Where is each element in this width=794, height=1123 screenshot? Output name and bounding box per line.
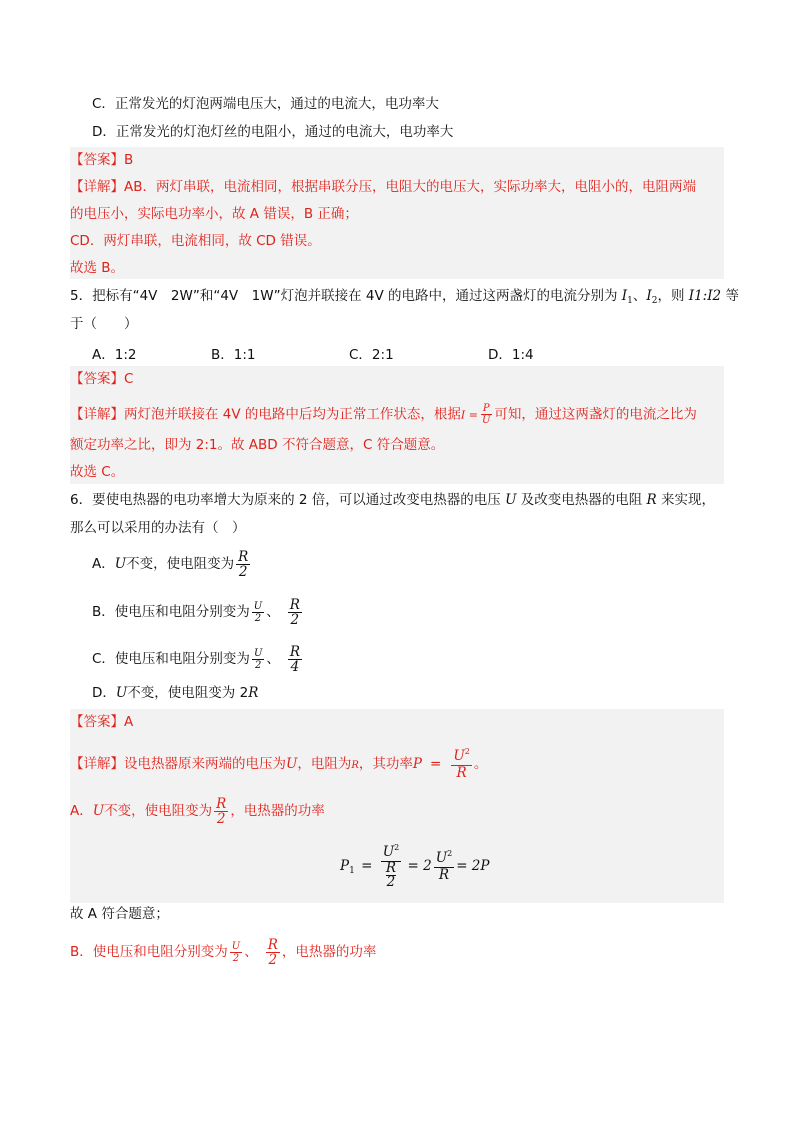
- q6-var-r: R: [646, 492, 657, 508]
- fraction-r-over-4: $\frac{R}{4}$: [289, 643, 301, 675]
- fraction-r-over-2: $\frac{R}{2}$: [216, 795, 227, 827]
- q5-detail-line-1: [70, 403, 697, 426]
- q5-stem-end: 等: [721, 288, 739, 304]
- q6-option-c: C．使电压和电阻分别变为 $\frac{U}{2}$ 、 $\frac{R}{4}$: [92, 643, 301, 675]
- q4-detail-line-3: CD．两灯串联，电流相同，故 CD 错误。: [70, 233, 321, 249]
- q4-conclusion: 故选 B。: [70, 260, 125, 276]
- option-c: C．正常发光的灯泡两端电压大，通过的电流大，电功率大: [92, 96, 439, 112]
- fraction-r-over-2: $\frac{R}{2}$: [267, 936, 278, 968]
- q6-detail-b: B．使电压和电阻分别变为 $\frac{U}{2}$ 、 $\frac{R}{2}$ ，电热器的功率: [70, 936, 377, 968]
- q5-detail-text-2: 可知，通过这两盏灯的电流之比为: [494, 406, 697, 423]
- q5-formula-fraction: $\frac{P}{U}$: [481, 403, 491, 426]
- q5-detail-line-2: 额定功率之比，即为 2:1。故 ABD 不符合题意，C 符合题意。: [70, 437, 445, 453]
- q6-stem-text: 6．要使电热器的电功率增大为原来的 2 倍，可以通过改变电热器的电压: [70, 492, 506, 508]
- q6-stem-line-2: 那么可以采用的办法有（ ）: [70, 520, 246, 536]
- q6-stem-text-3: 来实现，: [656, 492, 716, 508]
- fraction-r-over-2: $\frac{R}{2}$: [289, 596, 300, 628]
- q4-detail-line-1: 【详解】AB．两灯串联，电流相同，根据串联分压，电阻大的电压大，实际功率大，电阻小的，电阻两端: [70, 179, 696, 195]
- q5-conclusion: 故选 C。: [70, 464, 125, 480]
- q5-option-d: D．1:4: [488, 347, 534, 363]
- q5-ratio-pre: ，则: [657, 288, 689, 304]
- q6-answer: 【答案】A: [70, 714, 134, 730]
- compound-fraction: $U^2$ R 2: [382, 842, 400, 890]
- q6-option-d: D．U不变，使电阻变为 2R: [92, 685, 259, 701]
- q6-detail-a: A．U不变，使电阻变为 $\frac{R}{2}$ ，电热器的功率: [70, 795, 325, 827]
- q6-option-b: B．使电压和电阻分别变为 $\frac{U}{2}$ 、 $\frac{R}{2}$: [92, 596, 300, 628]
- q5-formula-lhs: I =: [460, 408, 478, 422]
- q5-i2: $I_2$: [646, 288, 658, 306]
- q5-i1: $I_1$: [621, 288, 633, 306]
- fraction-u-over-2: $\frac{U}{2}$: [231, 940, 241, 964]
- q5-stem-line-1: [70, 287, 739, 307]
- q5-option-a: A．1:2: [92, 347, 137, 363]
- q6-detail-line-1: 【详解】设电热器原来两端的电压为U，电阻为R，其功率P = $\frac{U^2}{R}$ 。: [70, 746, 488, 781]
- q6-stem-line-1: [70, 491, 715, 509]
- q5-separator: 、: [632, 288, 647, 304]
- q5-detail-text: 【详解】两灯泡并联接在 4V 的电路中后均为正常工作状态，根据: [70, 406, 461, 423]
- q6-stem-text-2: 及改变电热器的电阻: [516, 492, 647, 508]
- q5-option-b: B．1:1: [211, 347, 256, 363]
- q5-ratio: I1:I2: [688, 288, 722, 304]
- q5-option-c: C．2:1: [349, 347, 394, 363]
- q6-conclusion-a: 故 A 符合题意；: [70, 906, 169, 922]
- q6-var-u: U: [505, 492, 517, 508]
- q5-stem-text: 5．把标有“4V 2W”和“4V 1W”灯泡并联接在 4V 的电路中，通过这两盏灯的电流分别为: [70, 288, 622, 304]
- fraction-u-over-2: $\frac{U}{2}$: [253, 647, 263, 671]
- power-equation: $P_1$ = $U^2$ R 2 = 2 $\frac{U^2}{R}$ = 2P: [340, 842, 490, 890]
- fraction-u2-over-r: $\frac{U^2}{R}$: [453, 746, 470, 781]
- fraction-u-over-2: $\frac{U}{2}$: [253, 600, 263, 624]
- q4-answer: 【答案】B: [70, 152, 134, 168]
- option-d: D．正常发光的灯泡灯丝的电阻小，通过的电流大，电功率大: [92, 124, 454, 140]
- q5-answer: 【答案】C: [70, 371, 134, 387]
- q6-option-a: A．U不变，使电阻变为 $\frac{R}{2}$: [92, 548, 249, 580]
- q4-detail-line-2: 的电压小，实际电功率小，故 A 错误，B 正确；: [70, 206, 358, 222]
- fraction-u2-over-r: $\frac{U^2}{R}$: [435, 849, 453, 883]
- fraction-r-over-2: $\frac{R}{2}$: [238, 548, 249, 580]
- q5-stem-line-2: 于（ ）: [70, 316, 138, 332]
